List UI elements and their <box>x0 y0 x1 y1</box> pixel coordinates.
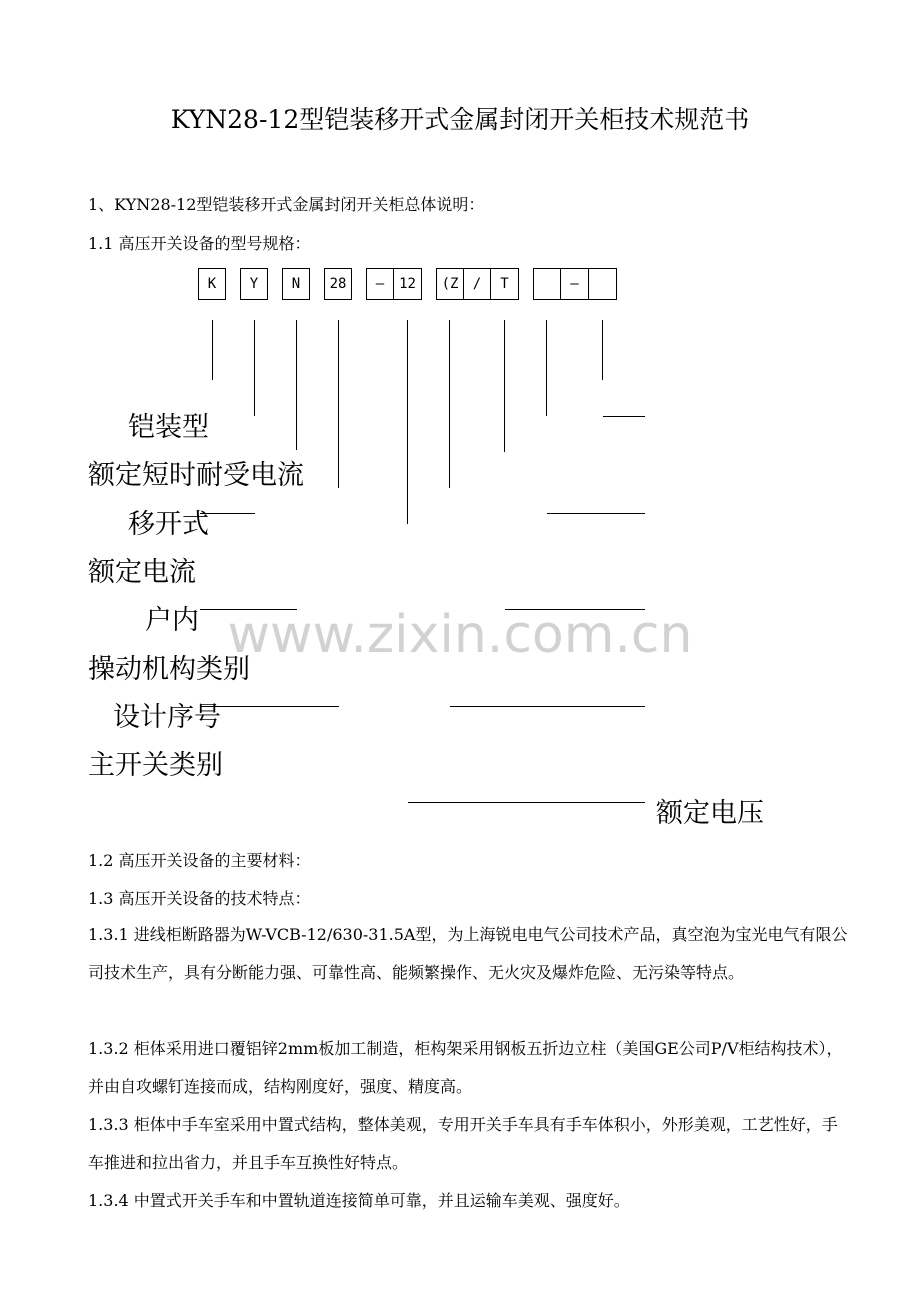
leader-line-blank-1 <box>546 320 547 416</box>
model-code-box-dash-2: — <box>560 268 589 300</box>
leader-hline-4 <box>450 706 645 707</box>
paragraph-1-3-1: 1.3.1 进线柜断路器为W-VCB-12/630-31.5A型，为上海锐电电气公司技术产品，真空泡为宝光电气有限公司技术生产，具有分断能力强、可靠性高、能频繁操作、无火灾及爆炸危险、无污染等特点。 <box>88 925 848 982</box>
paragraph-1-3-3: 1.3.3 柜体中手车室采用中置式结构，整体美观，专用开关手车具有手车体积小，外形美观，工艺性好，手车推进和拉出省力，并且手车互换性好特点。 <box>88 1115 838 1172</box>
label-rated-current: 额定电流 <box>88 557 196 588</box>
leader-hline-1 <box>603 416 645 417</box>
model-code-box-z: (Z <box>436 268 464 300</box>
leader-line-n <box>296 320 297 450</box>
label-design-number: 设计序号 <box>113 702 221 733</box>
label-main-switch-type: 主开关类别 <box>88 750 223 781</box>
model-code-box-k: K <box>198 268 226 300</box>
leader-line-t <box>504 320 505 452</box>
model-code-box-n: N <box>282 268 310 300</box>
leader-line-28 <box>338 320 339 488</box>
document-title: KYN28-12型铠装移开式金属封闭开关柜技术规范书 <box>170 105 750 134</box>
model-code-box-dash: — <box>366 268 394 300</box>
section-1-2-heading: 1.2 高压开关设备的主要材料： <box>88 851 311 870</box>
leader-line-blank-2 <box>602 320 603 380</box>
label-operating-mechanism: 操动机构类别 <box>88 654 250 685</box>
leader-line-y <box>254 320 255 416</box>
watermark: www.zixin.com.cn <box>227 605 693 665</box>
label-armored: 铠装型 <box>128 412 209 443</box>
label-rated-voltage: 额定电压 <box>656 798 764 829</box>
label-withdrawable: 移开式 <box>128 509 209 540</box>
leader-line-k <box>212 320 213 380</box>
model-code-box-y: Y <box>240 268 268 300</box>
leader-hline-2 <box>547 513 645 514</box>
model-code-box-12: 12 <box>393 268 422 300</box>
leader-line-12 <box>407 320 408 524</box>
label-rated-short-time-current: 额定短时耐受电流 <box>88 460 304 491</box>
paragraph-1-3-4: 1.3.4 中置式开关手车和中置轨道连接简单可靠，并且运输车美观、强度好。 <box>88 1191 630 1210</box>
leader-line-z <box>449 320 450 488</box>
section-1-1-heading: 1.1 高压开关设备的型号规格： <box>88 234 311 253</box>
section-1-3-heading: 1.3 高压开关设备的技术特点： <box>88 889 311 908</box>
model-code-box-slash: / <box>463 268 491 300</box>
leader-hline-voltage <box>408 802 645 803</box>
section-1-heading: 1、KYN28-12型铠装移开式金属封闭开关柜总体说明： <box>88 195 485 214</box>
label-indoor: 户内 <box>145 605 199 636</box>
paragraph-1-3-2: 1.3.2 柜体采用进口覆铝锌2mm板加工制造，柜构架采用钢板五折边立柱（美国GE公司P/V柜结构技术），并由自攻螺钉连接而成，结构刚度好，强度、精度高。 <box>88 1039 843 1096</box>
model-code-box-blank-1 <box>533 268 561 300</box>
model-code-box-t: T <box>490 268 519 300</box>
model-code-box-blank-2 <box>588 268 617 300</box>
model-code-box-28: 28 <box>324 268 352 300</box>
